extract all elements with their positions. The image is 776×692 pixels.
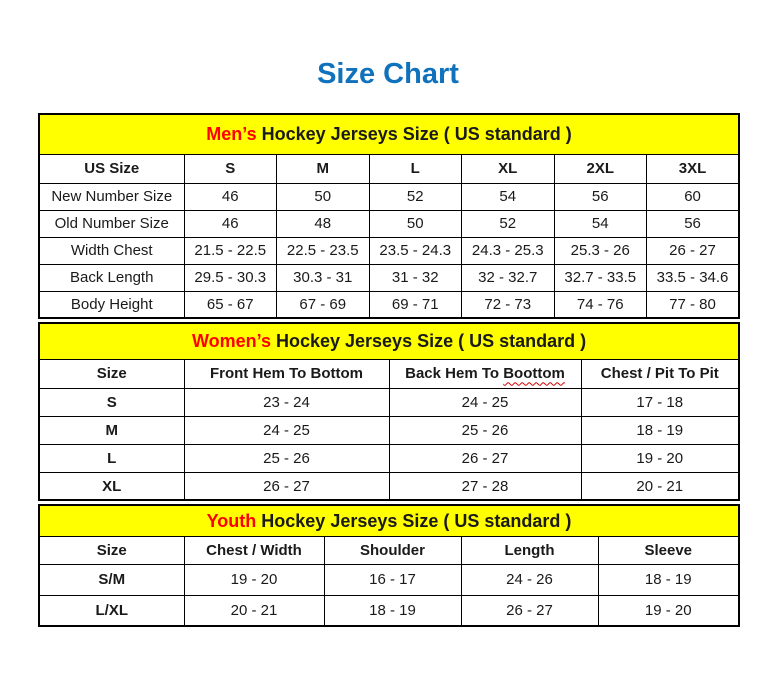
- cell: 56: [647, 210, 740, 237]
- youth-band-text: Hockey Jerseys Size ( US standard ): [261, 510, 572, 531]
- cell: 18 - 19: [324, 595, 461, 626]
- cell: 46: [184, 183, 277, 210]
- cell: 23.5 - 24.3: [369, 237, 462, 264]
- row-label: S: [39, 388, 184, 416]
- cell: 46: [184, 210, 277, 237]
- cell: 31 - 32: [369, 264, 462, 291]
- cell: 20 - 21: [581, 472, 739, 500]
- cell: 54: [462, 183, 555, 210]
- cell: 20 - 21: [184, 595, 324, 626]
- cell: 77 - 80: [647, 291, 740, 318]
- cell: 27 - 28: [389, 472, 581, 500]
- youth-band-row: [39, 505, 739, 536]
- cell: 56: [554, 183, 647, 210]
- mens-column-header-row: [39, 154, 739, 183]
- row-label: Back Length: [39, 264, 184, 291]
- page-title: Size Chart: [317, 58, 459, 90]
- row-label: L: [39, 444, 184, 472]
- cell: 52: [462, 210, 555, 237]
- youth-band-title: [39, 505, 739, 536]
- table-row-women-xl: [39, 472, 739, 500]
- mens-band-title: [39, 114, 739, 154]
- table-row-width-chest: [39, 237, 739, 264]
- cell: 33.5 - 34.6: [647, 264, 740, 291]
- table-row-back-length: [39, 264, 739, 291]
- cell: 60: [647, 183, 740, 210]
- row-label: Body Height: [39, 291, 184, 318]
- col-header-size: Size: [39, 359, 184, 388]
- womens-size-table: [38, 322, 740, 501]
- col-header-m: M: [277, 154, 370, 183]
- col-header-front-hem: Front Hem To Bottom: [184, 359, 389, 388]
- mens-band-row: [39, 114, 739, 154]
- cell: 19 - 20: [581, 444, 739, 472]
- back-hem-prefix: Back Hem To: [405, 365, 500, 383]
- cell: 19 - 20: [598, 595, 739, 626]
- youth-band-accent: Youth: [206, 510, 257, 531]
- col-header-3xl: 3XL: [647, 154, 740, 183]
- row-label: Width Chest: [39, 237, 184, 264]
- row-label: S/M: [39, 564, 184, 595]
- row-label: L/XL: [39, 595, 184, 626]
- cell: 19 - 20: [184, 564, 324, 595]
- cell: 24 - 25: [389, 388, 581, 416]
- col-header-size: Size: [39, 536, 184, 564]
- row-label: Old Number Size: [39, 210, 184, 237]
- cell: 22.5 - 23.5: [277, 237, 370, 264]
- cell: 25 - 26: [389, 416, 581, 444]
- table-row-youth-sm: [39, 564, 739, 595]
- col-header-length: Length: [461, 536, 598, 564]
- cell: 18 - 19: [581, 416, 739, 444]
- youth-size-table: [38, 504, 740, 627]
- table-row-new-number-size: [39, 183, 739, 210]
- col-header-us-size: US Size: [39, 154, 184, 183]
- col-header-shoulder: Shoulder: [324, 536, 461, 564]
- cell: 52: [369, 183, 462, 210]
- cell: 26 - 27: [461, 595, 598, 626]
- cell: 65 - 67: [184, 291, 277, 318]
- womens-band-accent: Women’s: [191, 331, 271, 352]
- col-header-l: L: [369, 154, 462, 183]
- cell: 25 - 26: [184, 444, 389, 472]
- col-header-2xl: 2XL: [554, 154, 647, 183]
- table-row-women-s: [39, 388, 739, 416]
- cell: 18 - 19: [598, 564, 739, 595]
- cell: 26 - 27: [647, 237, 740, 264]
- table-row-old-number-size: [39, 210, 739, 237]
- cell: 48: [277, 210, 370, 237]
- cell: 16 - 17: [324, 564, 461, 595]
- table-row-women-m: [39, 416, 739, 444]
- cell: 74 - 76: [554, 291, 647, 318]
- cell: 17 - 18: [581, 388, 739, 416]
- row-label: XL: [39, 472, 184, 500]
- cell: 50: [277, 183, 370, 210]
- cell: 67 - 69: [277, 291, 370, 318]
- table-row-body-height: [39, 291, 739, 318]
- content-wrap: [38, 58, 738, 627]
- womens-column-header-row: [39, 359, 739, 388]
- col-header-back-hem: [389, 359, 581, 388]
- cell: 30.3 - 31: [277, 264, 370, 291]
- col-header-s: S: [184, 154, 277, 183]
- col-header-chest-pit: Chest / Pit To Pit: [581, 359, 739, 388]
- womens-band-row: [39, 323, 739, 359]
- mens-band-text: Hockey Jerseys Size ( US standard ): [261, 124, 572, 145]
- back-hem-typo-word: Boottom: [503, 365, 565, 383]
- cell: 69 - 71: [369, 291, 462, 318]
- col-header-sleeve: Sleeve: [598, 536, 739, 564]
- cell: 32 - 32.7: [462, 264, 555, 291]
- womens-band-text: Hockey Jerseys Size ( US standard ): [275, 331, 587, 352]
- cell: 54: [554, 210, 647, 237]
- col-header-chest-width: Chest / Width: [184, 536, 324, 564]
- row-label: New Number Size: [39, 183, 184, 210]
- row-label: M: [39, 416, 184, 444]
- cell: 26 - 27: [389, 444, 581, 472]
- cell: 21.5 - 22.5: [184, 237, 277, 264]
- cell: 23 - 24: [184, 388, 389, 416]
- cell: 24 - 25: [184, 416, 389, 444]
- womens-band-title: [39, 323, 739, 359]
- table-row-women-l: [39, 444, 739, 472]
- mens-band-accent: Men’s: [206, 124, 257, 145]
- cell: 50: [369, 210, 462, 237]
- col-header-xl: XL: [462, 154, 555, 183]
- cell: 24.3 - 25.3: [462, 237, 555, 264]
- cell: 32.7 - 33.5: [554, 264, 647, 291]
- cell: 25.3 - 26: [554, 237, 647, 264]
- cell: 72 - 73: [462, 291, 555, 318]
- cell: 26 - 27: [184, 472, 389, 500]
- table-row-youth-lxl: [39, 595, 739, 626]
- cell: 24 - 26: [461, 564, 598, 595]
- youth-column-header-row: [39, 536, 739, 564]
- mens-size-table: [38, 113, 740, 319]
- cell: 29.5 - 30.3: [184, 264, 277, 291]
